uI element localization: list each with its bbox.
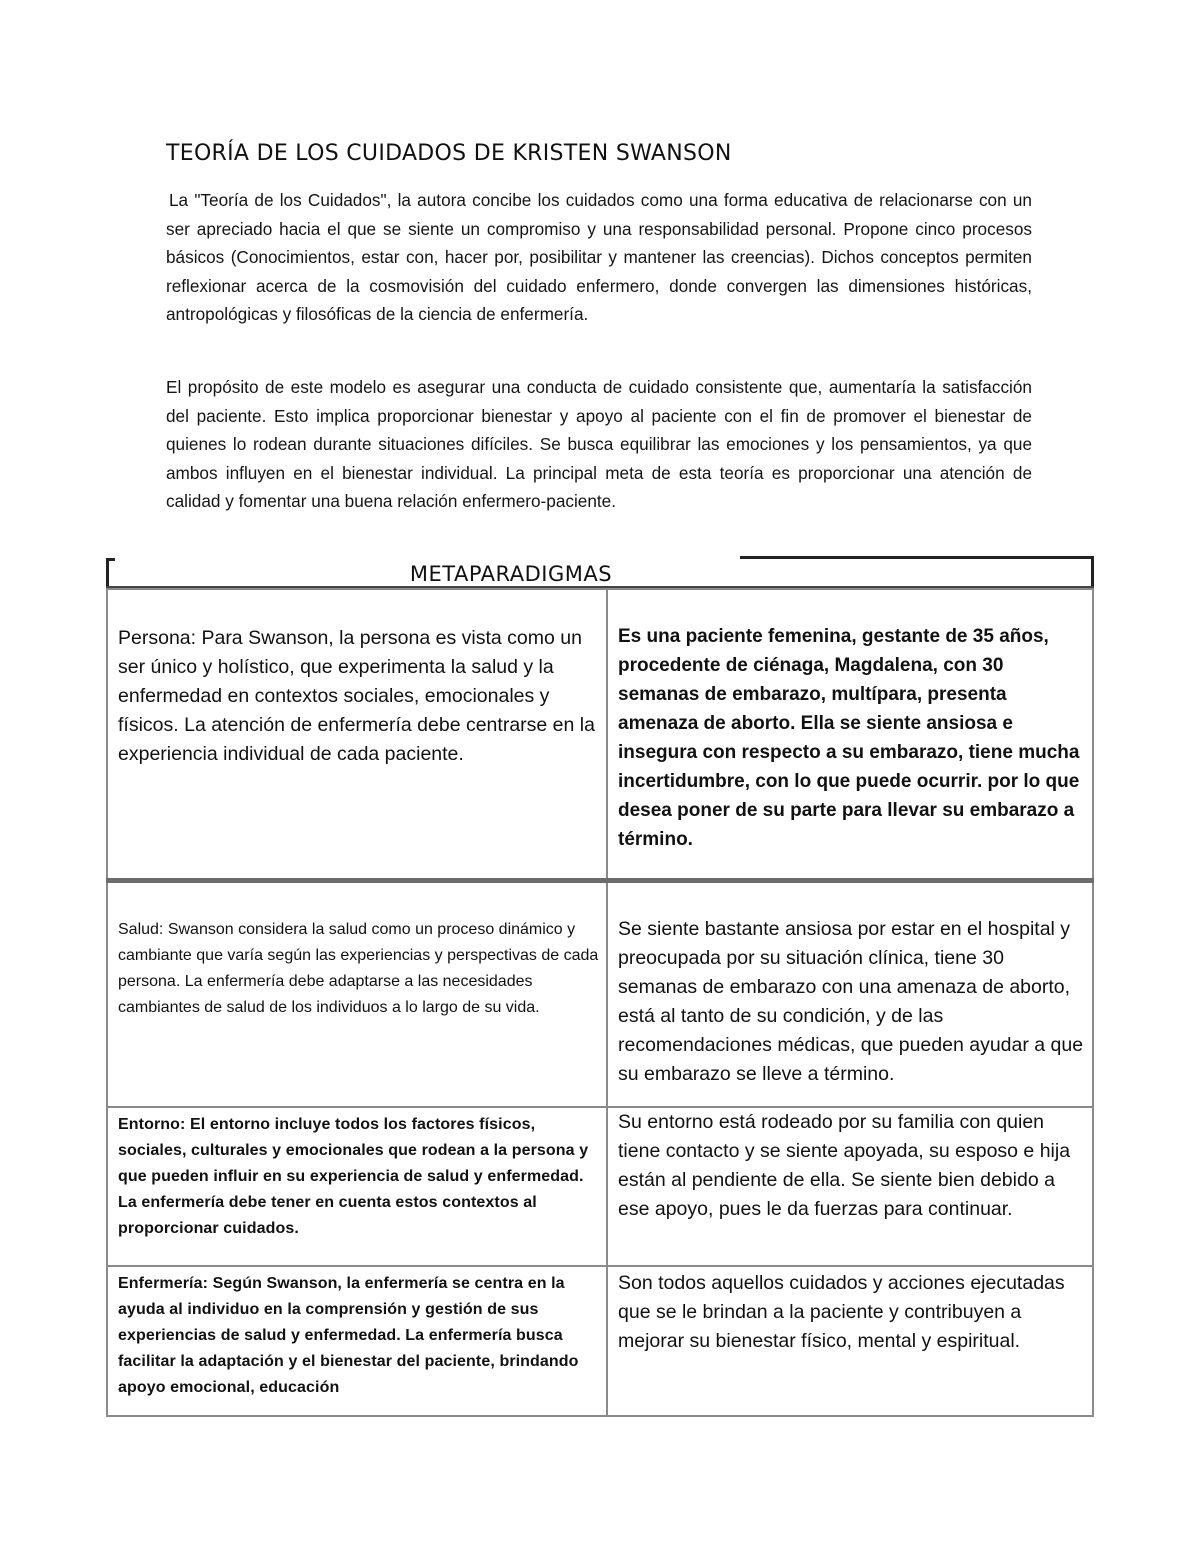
- cell-enfermeria-definition: [107, 1266, 607, 1416]
- enfermeria-case-text: Son todos aquellos cuidados y acciones ejecutadas que se le brindan a la paciente y contribuyen a mejorar su bienestar físico, mental y espiritual.: [618, 1272, 1065, 1352]
- table-row-entorno: [107, 1107, 1093, 1266]
- persona-case-text: Es una paciente femenina, gestante de 35 años, procedente de ciénaga, Magdalena, con 30 semanas de embarazo, multípara, presenta amenaza de aborto. Ella se siente ansiosa e insegura con respecto a su embarazo, tiene mucha incertidumbre, con lo que puede ocurrir. por lo que desea poner de su parte para llevar su embarazo a término.: [618, 626, 1080, 850]
- cell-persona-case: [607, 589, 1093, 880]
- purpose-paragraph: El propósito de este modelo es asegurar una conducta de cuidado consistente que, aumentaría la satisfacción del paciente. Esto implica proporcionar bienestar y apoyo al paciente con el fin de promover el bienestar de quienes lo rodean durante situaciones difíciles. Se busca equilibrar las emociones y los pensamientos, ya que ambos influyen en el bienestar individual. La principal meta de esta teoría es proporcionar una atención de calidad y fomentar una buena relación enfermero-paciente.: [166, 377, 1032, 512]
- cell-entorno-definition: [107, 1107, 607, 1266]
- table-row-enfermeria: [107, 1266, 1093, 1416]
- cell-salud-definition: [107, 880, 607, 1107]
- metaparadigm-table: [106, 556, 1094, 1416]
- cell-persona-definition: [107, 589, 607, 880]
- table-row-salud: [107, 880, 1093, 1107]
- entorno-definition-text: Entorno: El entorno incluye todos los factores físicos, sociales, culturales y emocionales que rodean a la persona y que pueden influir en su experiencia de salud y enfermedad. La enfermería debe tener en cuenta estos contextos al proporcionar cuidados.: [118, 1116, 589, 1237]
- table-heading: METAPARADIGMAS: [409, 562, 613, 586]
- document-title: TEORÍA DE LOS CUIDADOS DE KRISTEN SWANSON: [166, 141, 732, 166]
- table-grid: [106, 588, 1094, 1417]
- salud-case-text: Se siente bastante ansiosa por estar en el hospital y preocupada por su situación clínica, tiene 30 semanas de embarazo con una amenaza de aborto, está al tanto de su condición, y de las recomendaciones médicas, que pueden ayudar a que su embarazo se lleve a término.: [618, 917, 1084, 1085]
- table-right-rule: [1091, 556, 1094, 588]
- table-top-rule: [740, 556, 1094, 559]
- intro-paragraph: La "Teoría de los Cuidados", la autora concibe los cuidados como una forma educativa de relacionarse con un ser apreciado hacia el que se siente un compromiso y una responsabilidad personal. Propone cinco procesos básicos (Conocimientos, estar con, hacer por, posibilitar y mantener las creencias). Dichos conceptos permiten reflexionar acerca de la cosmovisión del cuidado enfermero, donde convergen las dimensiones históricas, antropológicas y filosóficas de la ciencia de enfermería.: [166, 190, 1032, 325]
- enfermeria-definition-text: Enfermería: Según Swanson, la enfermería se centra en la ayuda al individuo en la comprensión y gestión de sus experiencias de salud y enfermedad. La enfermería busca facilitar la adaptación y el bienestar del paciente, brindando apoyo emocional, educación: [118, 1275, 579, 1396]
- salud-definition-text: Salud: Swanson considera la salud como un proceso dinámico y cambiante que varía según las experiencias y perspectivas de cada persona. La enfermería debe adaptarse a las necesidades cambiantes de salud de los individuos a lo largo de su vida.: [118, 920, 599, 1016]
- entorno-case-text: Su entorno está rodeado por su familia con quien tiene contacto y se siente apoyada, su esposo e hija están al pendiente de ella. Se siente bien debido a ese apoyo, pues le da fuerzas para continuar.: [618, 1111, 1071, 1220]
- persona-definition-text: Persona: Para Swanson, la persona es vista como un ser único y holístico, que experimenta la salud y la enfermedad en contextos sociales, emocionales y físicos. La atención de enfermería debe centrarse en la experiencia individual de cada paciente.: [118, 627, 595, 765]
- cell-salud-case: [607, 880, 1093, 1107]
- table-row-persona: [107, 589, 1093, 880]
- cell-enfermeria-case: [607, 1266, 1093, 1416]
- cell-entorno-case: [607, 1107, 1093, 1266]
